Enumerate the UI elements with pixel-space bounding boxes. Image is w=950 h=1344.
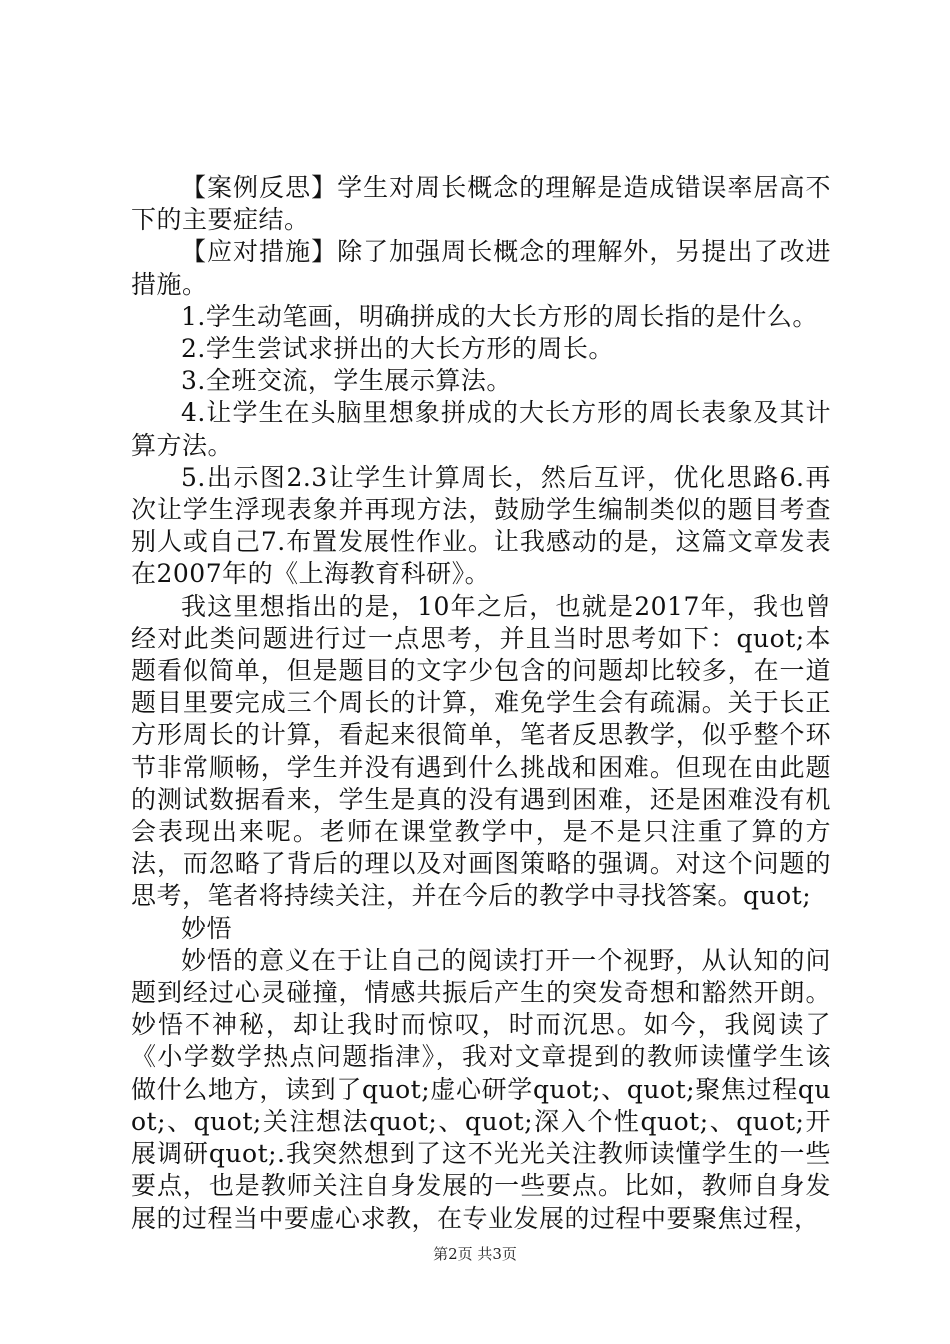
list-item-step-5: 5.出示图2.3让学生计算周长，然后互评，优化思路6.再次让学生浮现表象并再现方法，鼓励学生编制类似的题目考查别人或自己7.布置发展性作业。让我感动的是，这篇文章发表在2007年的《上海教育科研》。: [131, 462, 831, 589]
paragraph-miaowu-body: 妙悟的意义在于让自己的阅读打开一个视野，从认知的问题到经过心灵碰撞，情感共振后产生的突发奇想和豁然开朗。妙悟不神秘，却让我时而惊叹，时而沉思。如今，我阅读了《小学数学热点问题指津》，我对文章提到的教师读懂学生该做什么地方，读到了quot;虚心研学quot;、quot;聚焦过程quot;、quot;关注想法quot;、quot;深入个性quot;、quot;开展调研quot;.我突然想到了这不光光关注教师读懂学生的一些要点，也是教师关注自身发展的一些要点。比如，教师自身发展的过程当中要虚心求教，在专业发展的过程中要聚焦过程，: [131, 945, 831, 1233]
page-footer: [0, 1243, 950, 1264]
list-item-step-4: 4.让学生在头脑里想象拼成的大长方形的周长表象及其计算方法。: [131, 398, 831, 460]
list-item-step-3: 3.全班交流，学生展示算法。: [181, 366, 512, 396]
section-heading-miaowu: 妙悟: [181, 913, 233, 943]
document-body: [131, 172, 831, 1235]
paragraph-countermeasures: 【应对措施】除了加强周长概念的理解外，另提出了改进措施。: [131, 237, 831, 299]
paragraph-reflection-2017: 我这里想指出的是，10年之后，也就是2017年，我也曾经对此类问题进行过一点思考，并且当时思考如下：quot;本题看似简单，但是题目的文字少包含的问题却比较多，在一道题目里要完成三个周长的计算，难免学生会有疏漏。关于长正方形周长的计算，看起来很简单，笔者反思教学，似乎整个环节非常顺畅，学生并没有遇到什么挑战和困难。但现在由此题的测试数据看来，学生是真的没有遇到困难，还是困难没有机会表现出来呢。老师在课堂教学中，是不是只注重了算的方法，而忽略了背后的理以及对画图策略的强调。对这个问题的思考，笔者将持续关注，并在今后的教学中寻找答案。quot;: [131, 591, 831, 911]
paragraph-case-reflection: 【案例反思】学生对周长概念的理解是造成错误率居高不下的主要症结。: [131, 173, 831, 235]
page-number-label: 第2页 共3页: [433, 1245, 517, 1263]
list-item-step-2: 2.学生尝试求拼出的大长方形的周长。: [181, 334, 614, 364]
list-item-step-1: 1.学生动笔画，明确拼成的大长方形的周长指的是什么。: [181, 301, 818, 331]
